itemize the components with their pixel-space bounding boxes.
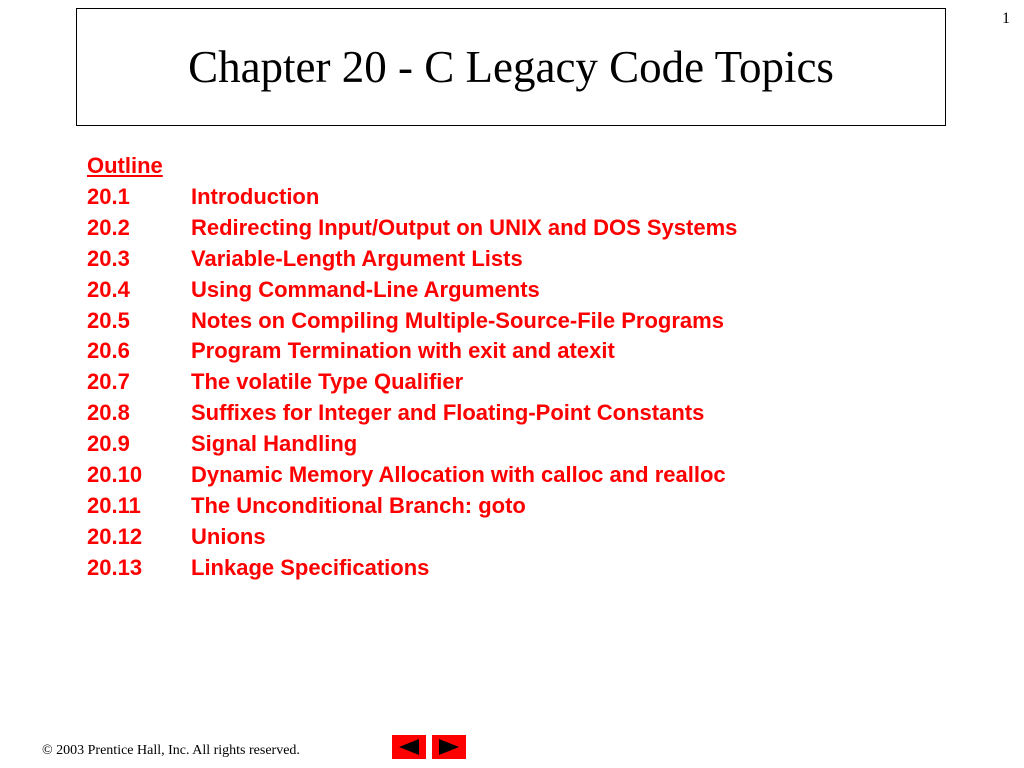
outline-item-title: The Unconditional Branch: goto <box>191 492 526 518</box>
outline-item-title: Program Termination with exit and atexit <box>191 338 615 364</box>
outline-heading: Outline <box>87 153 163 178</box>
outline-item-title: Variable-Length Argument Lists <box>191 245 523 271</box>
outline-item-title: Unions <box>191 523 266 549</box>
outline-item-number: 20.4 <box>87 276 130 302</box>
title-box <box>76 8 946 126</box>
slide-number: 1 <box>1002 10 1010 27</box>
triangle-left-icon <box>397 738 421 756</box>
outline-item-number: 20.3 <box>87 245 130 271</box>
outline-item <box>87 213 887 244</box>
outline-item-number: 20.10 <box>87 462 143 488</box>
triangle-right-icon <box>437 738 461 756</box>
outline-item-title: Dynamic Memory Allocation with calloc and realloc <box>191 462 726 488</box>
outline-item-number: 20.13 <box>87 554 143 580</box>
outline-item-number: 20.9 <box>87 431 130 457</box>
outline-item-title: Redirecting Input/Output on UNIX and DOS Systems <box>191 214 738 240</box>
outline-item <box>87 460 887 491</box>
outline-item-number: 20.2 <box>87 214 130 240</box>
outline-item <box>87 429 887 460</box>
outline-item <box>87 244 887 275</box>
outline-item <box>87 182 887 213</box>
previous-slide-button[interactable] <box>392 735 426 759</box>
outline-item-number: 20.7 <box>87 369 130 395</box>
outline-item-number: 20.11 <box>87 492 141 518</box>
copyright-notice: © 2003 Prentice Hall, Inc. All rights reserved. <box>42 743 300 758</box>
outline-item <box>87 398 887 429</box>
outline-item-title: Using Command-Line Arguments <box>191 276 540 302</box>
outline-item <box>87 553 887 584</box>
outline-item-number: 20.12 <box>87 523 143 549</box>
outline-section <box>87 151 887 584</box>
outline-list <box>87 182 887 584</box>
outline-item-title: Suffixes for Integer and Floating-Point Constants <box>191 400 705 426</box>
outline-item-number: 20.8 <box>87 400 130 426</box>
outline-item-title: Signal Handling <box>191 431 358 457</box>
outline-item-number: 20.5 <box>87 307 130 333</box>
outline-item-number: 20.6 <box>87 338 130 364</box>
outline-item-title: Notes on Compiling Multiple-Source-File Programs <box>191 307 724 333</box>
outline-item <box>87 306 887 337</box>
outline-item-title: Linkage Specifications <box>191 554 430 580</box>
outline-item-number: 20.1 <box>87 183 130 209</box>
outline-item <box>87 491 887 522</box>
outline-item <box>87 367 887 398</box>
outline-item-title: Introduction <box>191 183 320 209</box>
slide-title: Chapter 20 - C Legacy Code Topics <box>188 42 834 92</box>
slide-navigation <box>392 735 466 759</box>
next-slide-button[interactable] <box>432 735 466 759</box>
outline-item <box>87 336 887 367</box>
outline-item-title: The volatile Type Qualifier <box>191 369 464 395</box>
outline-item <box>87 522 887 553</box>
outline-item <box>87 275 887 306</box>
